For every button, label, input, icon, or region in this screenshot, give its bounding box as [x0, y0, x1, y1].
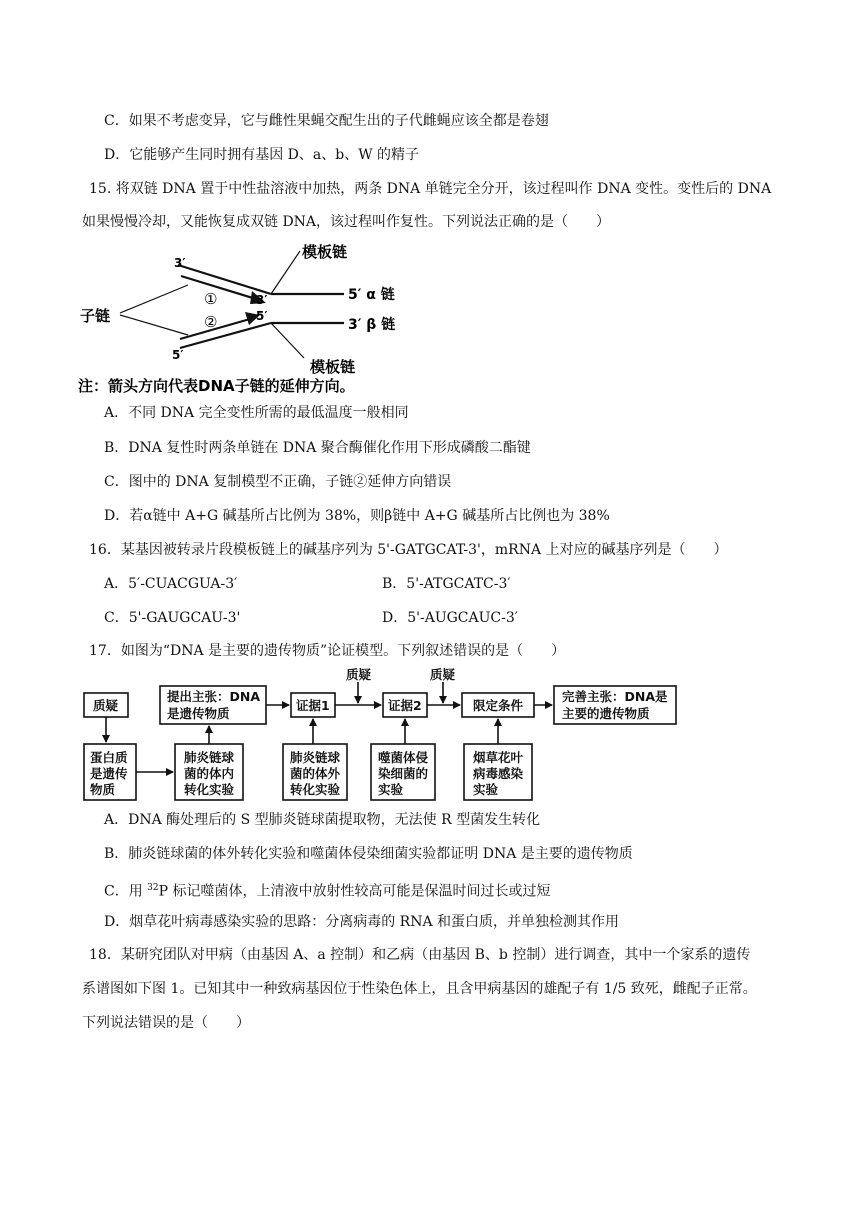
q17-option-b: B．肺炎链球菌的体外转化实验和噬菌体侵染细菌实验都证明 DNA 是主要的遗传物质 — [104, 846, 633, 862]
end-label-mid-5: 5′ — [256, 309, 268, 323]
q18-stem-line3: 下列说法错误的是（ ） — [82, 1015, 250, 1031]
box-invivo-text-3: 转化实验 — [184, 782, 235, 797]
q16-option-c: C．5'-GAUGCAU-3' — [104, 610, 241, 626]
q18-stem-line1: 18．某研究团队对甲病（由基因 A、a 控制）和乙病（由基因 B、b 控制）进行调查，其中一个家系的遗传 — [89, 947, 751, 963]
box-phage-text-3: 实验 — [378, 782, 404, 797]
doubt-label-1: 质疑 — [346, 668, 372, 682]
q15-option-a: A．不同 DNA 完全变性所需的最低温度一般相同 — [104, 405, 409, 421]
template-strand-top-label: 模板链 — [302, 243, 348, 261]
q14-option-d: D．它能够产生同时拥有基因 D、a、b、W 的精子 — [104, 147, 420, 163]
q15-stem-line1: 15. 将双链 DNA 置于中性盐溶液中加热，两条 DNA 单链完全分开，该过程叫作 DNA 变性。变性后的 DNA — [89, 181, 772, 197]
box-doubt-text: 质疑 — [93, 698, 119, 713]
box-invitro-text-1: 肺炎链球 — [290, 750, 341, 765]
q16-option-d: D．5'-AUGCAUC-3′ — [382, 610, 518, 626]
box-claim-text-2: 是遗传物质 — [167, 706, 230, 721]
q15-stem-line2: 如果慢慢冷却，又能恢复成双链 DNA，该过程叫作复性。下列说法正确的是（ ） — [82, 214, 611, 230]
box-limit-text: 限定条件 — [473, 698, 524, 713]
box-tmv-text-3: 实验 — [473, 782, 499, 797]
circle-label-2: ② — [204, 313, 218, 331]
box-claim-text-1: 提出主张：DNA — [167, 689, 261, 704]
q17-option-c-post: P 标记噬菌体，上清液中放射性较高可能是保温时间过长或过短 — [158, 883, 551, 900]
q16-option-a: A．5′-CUACGUA-3′ — [104, 576, 238, 592]
template-strand-bottom-label: 模板链 — [310, 358, 356, 376]
box-ev1-text: 证据1 — [296, 698, 330, 713]
q16-option-b: B．5'-ATGCATC-3′ — [382, 576, 511, 592]
box-phage-text-2: 染细菌的 — [378, 766, 429, 781]
end-label-top: 3′ — [174, 256, 186, 270]
q15-option-d: D．若α链中 A+G 碱基所占比例为 38%，则β链中 A+G 碱基所占比例也为 38% — [104, 508, 610, 524]
argument-model-figure — [78, 668, 682, 804]
end-label-bottom: 5′ — [172, 348, 184, 362]
box-final-text-2: 主要的遗传物质 — [562, 706, 650, 721]
q17-option-c-pre: C．用 — [104, 883, 148, 900]
alpha-strand-label: 5′ α 链 — [348, 287, 395, 303]
box-invitro-text-3: 转化实验 — [290, 782, 341, 797]
q14-option-c: C．如果不考虑变异，它与雌性果蝇交配生出的子代雌蝇应该全都是卷翅 — [104, 113, 549, 129]
q17-option-c — [104, 878, 551, 902]
box-phage-text-1: 噬菌体侵 — [378, 750, 429, 765]
beta-strand-label: 3′ β 链 — [348, 317, 396, 333]
q17-option-d: D．烟草花叶病毒感染实验的思路：分离病毒的 RNA 和蛋白质，并单独检测其作用 — [104, 914, 620, 930]
box-invitro-text-2: 菌的体外 — [290, 766, 341, 781]
doubt-label-2: 质疑 — [430, 668, 456, 682]
q17-option-c-sup: 32 — [147, 883, 159, 893]
daughter-strand-label: 子链 — [80, 307, 111, 325]
circle-label-1: ① — [204, 290, 218, 308]
end-label-mid-3: 3′ — [256, 293, 268, 307]
box-protein-text-2: 是遗传 — [90, 766, 128, 781]
box-invivo-text-1: 肺炎链球 — [184, 750, 235, 765]
box-ev2-text: 证据2 — [388, 698, 422, 713]
box-invivo-text-2: 菌的体内 — [184, 766, 235, 781]
q18-stem-line2: 系谱图如下图 1。已知其中一种致病基因位于性染色体上，且含甲病基因的雄配子有 1/5 致死，雌配子正常。 — [82, 981, 757, 997]
box-tmv-text-2: 病毒感染 — [473, 766, 524, 781]
q17-stem: 17．如图为“DNA 是主要的遗传物质”论证模型。下列叙述错误的是（ ） — [89, 643, 566, 659]
q15-option-b: B．DNA 复性时两条单链在 DNA 聚合酶催化作用下形成磷酸二酯键 — [104, 440, 531, 456]
box-final-text-1: 完善主张：DNA是 — [562, 689, 668, 704]
box-protein-text-3: 物质 — [90, 782, 116, 797]
box-tmv-text-1: 烟草花叶 — [473, 750, 524, 765]
q17-option-a: A．DNA 酶处理后的 S 型肺炎链球菌提取物，无法使 R 型菌发生转化 — [104, 812, 541, 828]
dna-replication-figure — [76, 243, 436, 395]
box-protein-text-1: 蛋白质 — [90, 750, 128, 765]
q16-stem: 16．某基因被转录片段模板链上的碱基序列为 5'-GATGCAT-3'，mRNA 上对应的碱基序列是（ ） — [89, 542, 728, 558]
figure-note: 注：箭头方向代表DNA子链的延伸方向。 — [78, 377, 355, 395]
q15-option-c: C．图中的 DNA 复制模型不正确，子链②延伸方向错误 — [104, 474, 452, 490]
